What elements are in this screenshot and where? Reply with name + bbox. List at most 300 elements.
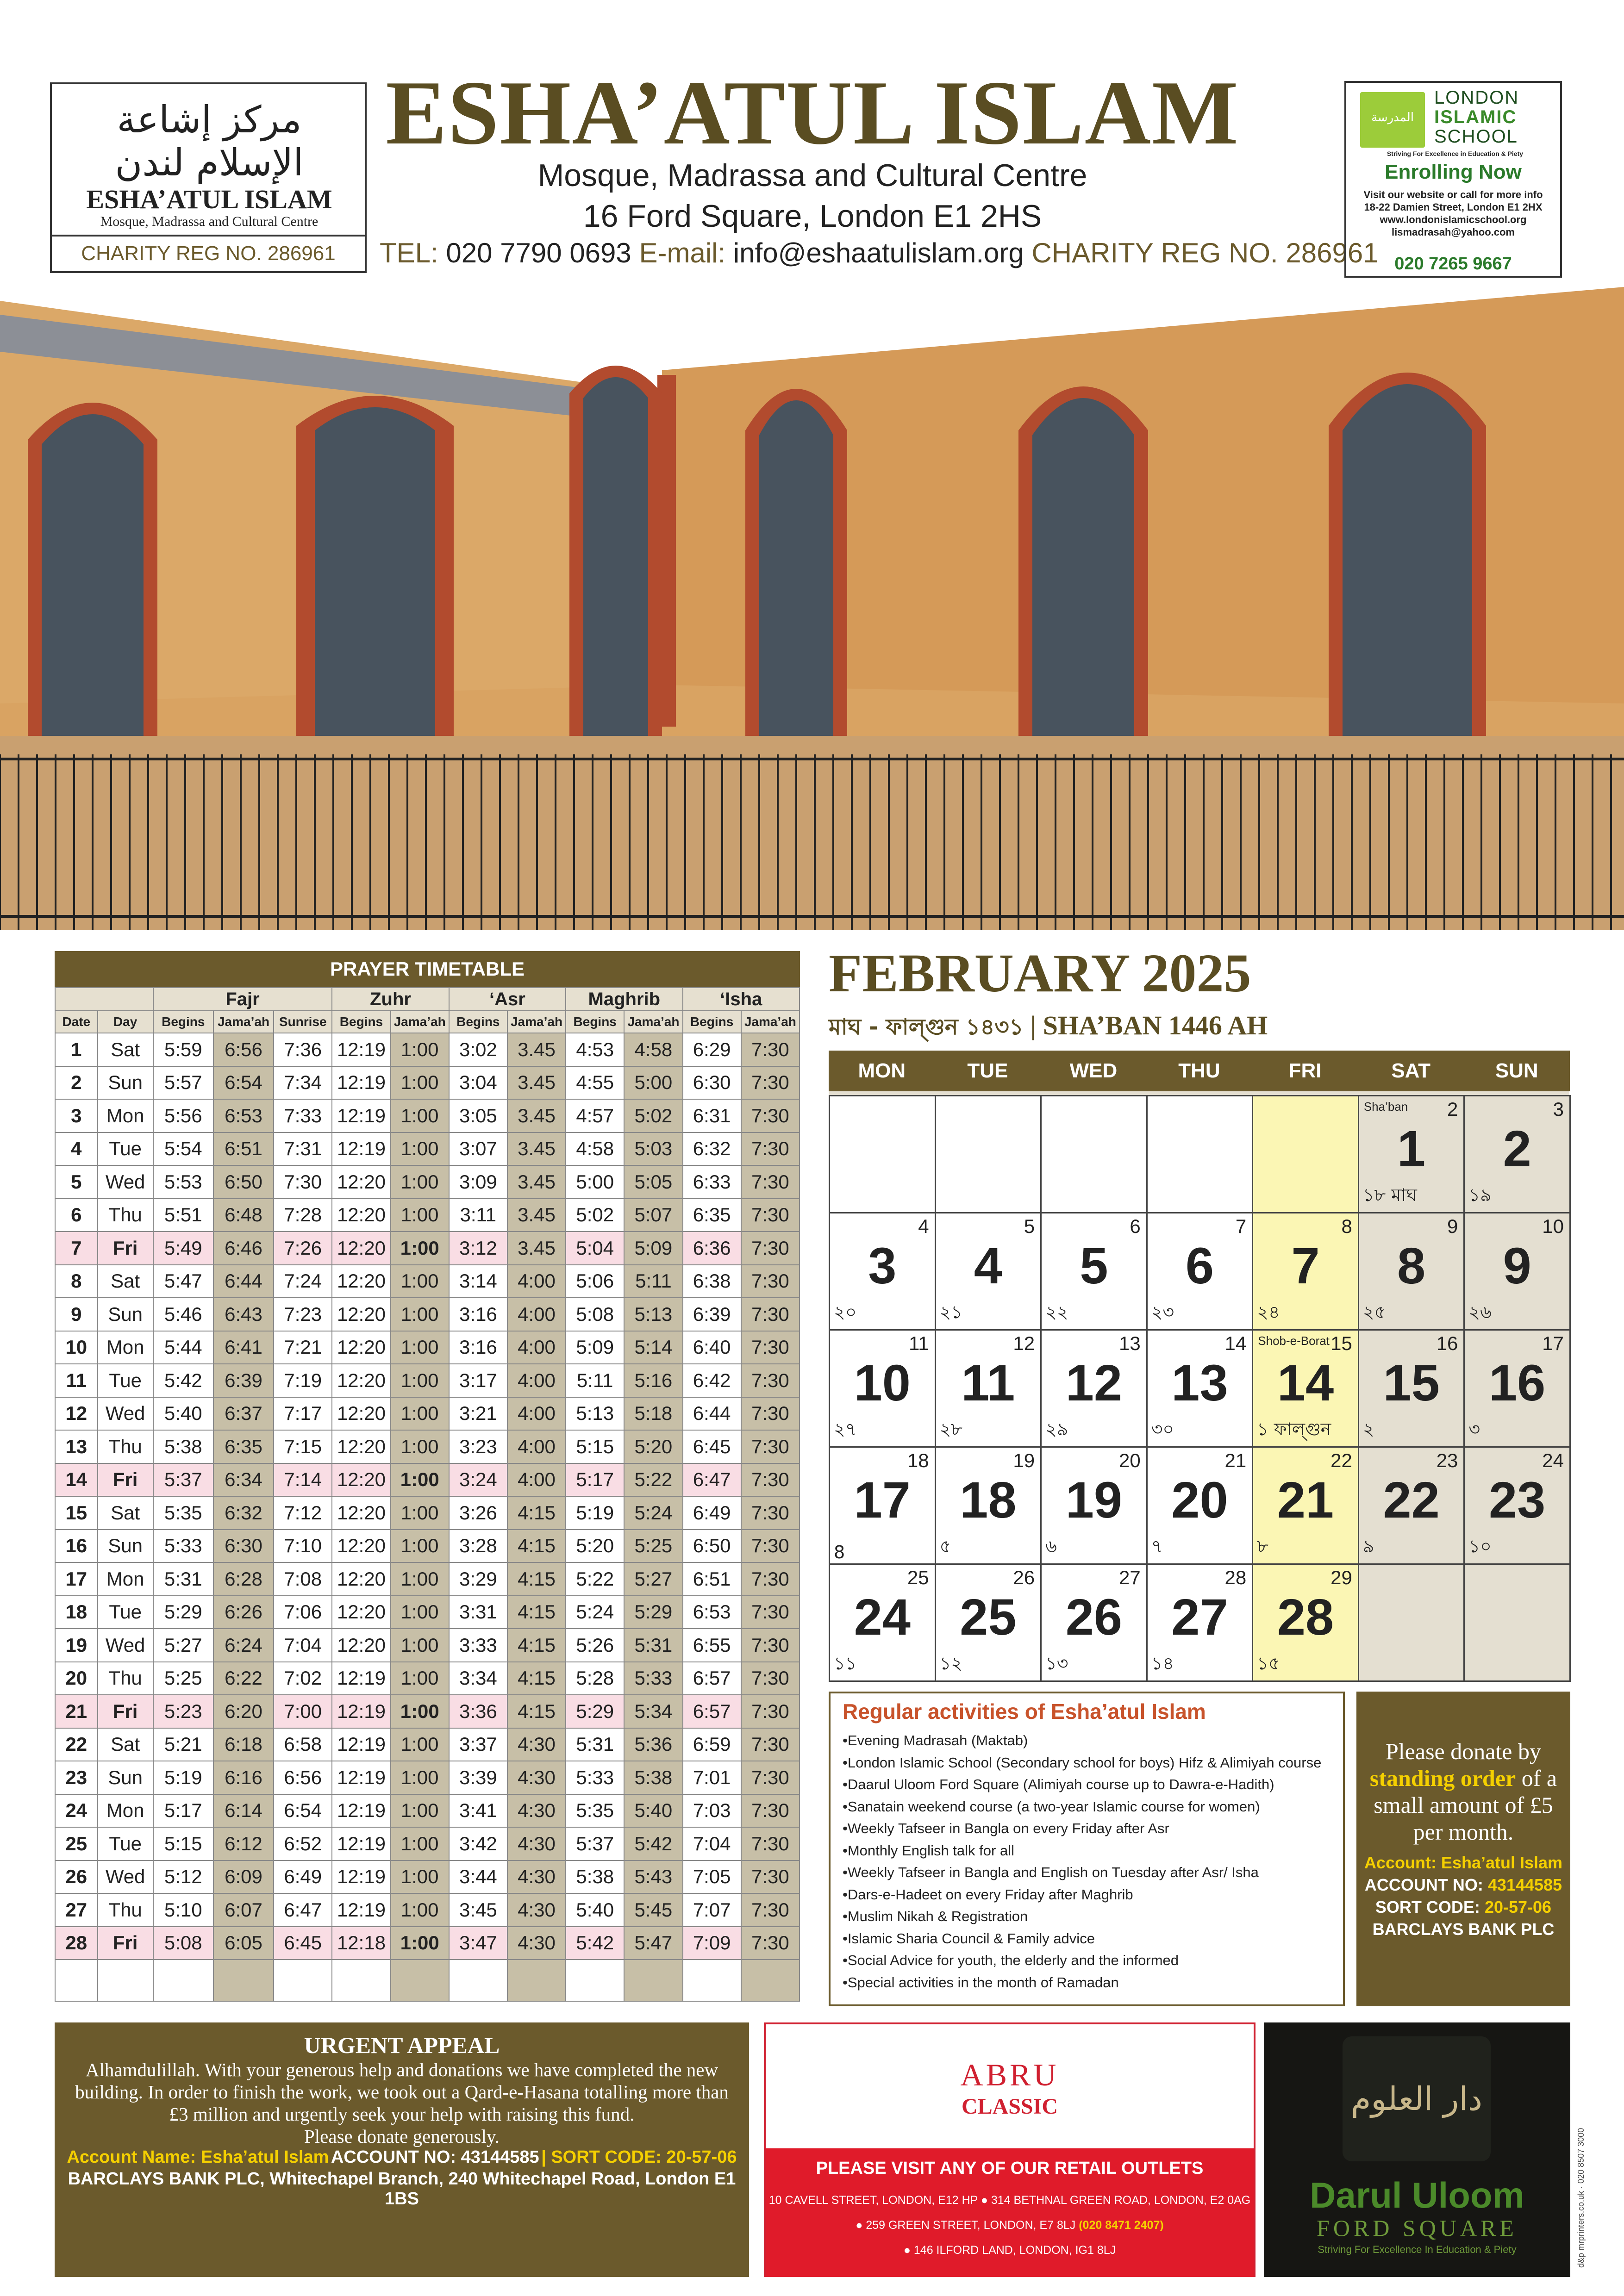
weekday-header: THU	[1146, 1051, 1253, 1091]
calendar-bengali-date: ৫	[939, 1536, 951, 1556]
calendar-bengali-date: ২৮	[939, 1419, 962, 1439]
table-cell: 18	[55, 1596, 98, 1629]
calendar-day-number: 20	[1171, 1472, 1228, 1529]
calendar-bengali-date: ১২	[939, 1653, 962, 1674]
table-cell: 12:20	[332, 1232, 390, 1265]
group-asr: ‘Asr	[449, 988, 566, 1011]
table-cell: Mon	[98, 1099, 153, 1132]
table-cell: 7:28	[274, 1199, 332, 1232]
table-cell: 5:33	[624, 1662, 682, 1695]
table-cell: 3:36	[449, 1695, 507, 1728]
table-row	[55, 1298, 800, 1331]
table-cell: 6:53	[683, 1596, 741, 1629]
activities-list	[843, 1730, 1331, 1993]
table-cell: 3:24	[449, 1463, 507, 1497]
table-cell: 7:30	[741, 1298, 800, 1331]
activity-item: • Weekly Tafseer in Bangla on every Friday after Asr	[843, 1817, 1331, 1840]
donate-account-name: Account: Esha’atul Islam	[1364, 1853, 1563, 1872]
table-cell: 1:00	[391, 1265, 449, 1298]
table-cell: 6:47	[683, 1463, 741, 1497]
calendar-day-number: 17	[854, 1472, 911, 1529]
table-row	[55, 1927, 800, 1960]
table-cell: 7:31	[274, 1132, 332, 1166]
table-cell: 3:26	[449, 1496, 507, 1530]
table-cell: 17	[55, 1562, 98, 1596]
table-cell: 3:17	[449, 1364, 507, 1397]
calendar-grid	[829, 1051, 1569, 1682]
table-cell: 12:20	[332, 1562, 390, 1596]
table-cell: 6:32	[213, 1496, 274, 1530]
table-row	[55, 1165, 800, 1199]
table-cell: Thu	[98, 1430, 153, 1463]
table-cell: 5:25	[153, 1662, 213, 1695]
table-cell: 3:39	[449, 1761, 507, 1794]
table-cell: Mon	[98, 1562, 153, 1596]
table-cell: 6:45	[683, 1430, 741, 1463]
table-cell: Sun	[98, 1761, 153, 1794]
contact-line	[380, 237, 1379, 269]
table-cell: 7:17	[274, 1397, 332, 1431]
calendar-day-number: 23	[1489, 1472, 1546, 1529]
table-cell: 6:41	[213, 1331, 274, 1364]
table-cell: 5:40	[153, 1397, 213, 1431]
table-cell: 6:29	[683, 1033, 741, 1066]
column-header: Begins	[449, 1011, 507, 1033]
calendar-day-cell[interactable]	[935, 1446, 1042, 1565]
table-cell: 7:33	[274, 1099, 332, 1132]
calendar-day-cell[interactable]	[1358, 1446, 1465, 1565]
table-cell: 12:19	[332, 1728, 390, 1761]
table-cell: 1:00	[391, 1165, 449, 1199]
table-cell: 1:00	[391, 1232, 449, 1265]
table-cell: 6:20	[213, 1695, 274, 1728]
table-cell: 7:00	[274, 1695, 332, 1728]
table-cell: 14	[55, 1463, 98, 1497]
darul-uloom-ad[interactable]	[1264, 2022, 1570, 2277]
table-cell: 7:30	[741, 1761, 800, 1794]
calendar-day-number: 11	[961, 1355, 1015, 1412]
table-cell: 5:09	[624, 1232, 682, 1265]
table-row	[55, 1496, 800, 1530]
table-row	[55, 1794, 800, 1828]
table-cell: 6:58	[274, 1728, 332, 1761]
calendar-empty-cell	[1358, 1563, 1465, 1682]
calendar-day-cell[interactable]	[1040, 1329, 1148, 1448]
table-cell: 5:43	[624, 1860, 682, 1894]
table-cell: 12:20	[332, 1397, 390, 1431]
table-row	[55, 1463, 800, 1497]
table-cell: 6:09	[213, 1860, 274, 1894]
column-header: Jama’ah	[391, 1011, 449, 1033]
school-name-line2: ISLAMIC	[1434, 107, 1517, 127]
table-row	[55, 1728, 800, 1761]
table-cell: 5:54	[153, 1132, 213, 1166]
table-cell: 6:30	[213, 1530, 274, 1563]
appeal-bank: BARCLAYS BANK PLC, Whitechapel Branch, 240 Whitechapel Road, London E1 1BS	[68, 2169, 736, 2209]
table-cell: 5:09	[566, 1331, 624, 1364]
calendar-bengali-date: ৮	[1257, 1536, 1268, 1556]
table-cell: Mon	[98, 1794, 153, 1828]
table-cell: Thu	[98, 1199, 153, 1232]
table-cell: 5:29	[566, 1695, 624, 1728]
school-phone[interactable]: 020 7265 9667	[1394, 254, 1512, 274]
calendar-bengali-date: ১৮ মাঘ	[1362, 1185, 1417, 1205]
calendar-day-cell[interactable]	[1252, 1446, 1359, 1565]
table-cell: 12:19	[332, 1066, 390, 1100]
table-cell: 5:51	[153, 1199, 213, 1232]
table-cell: 5:13	[566, 1397, 624, 1431]
table-cell: 6:32	[683, 1132, 741, 1166]
bengali-month: মাঘ - ফাল্গুন ১৪৩১	[829, 1014, 1024, 1040]
column-header: Jama’ah	[507, 1011, 566, 1033]
table-cell: 4:15	[507, 1496, 566, 1530]
table-row	[55, 1695, 800, 1728]
table-cell: Sun	[98, 1066, 153, 1100]
calendar-day-cell	[935, 1095, 1042, 1213]
table-cell: 10	[55, 1331, 98, 1364]
table-cell: 3:14	[449, 1265, 507, 1298]
table-cell: 4	[55, 1132, 98, 1166]
table-cell: 6:05	[213, 1927, 274, 1960]
table-cell: 7:30	[741, 1265, 800, 1298]
activity-item: • Social Advice for youth, the elderly and the informed	[843, 1949, 1331, 1972]
table-cell: Fri	[98, 1695, 153, 1728]
table-cell: 16	[55, 1530, 98, 1563]
table-cell: 6:24	[213, 1629, 274, 1662]
table-cell: 7:30	[741, 1066, 800, 1100]
abru-outlets: PLEASE VISIT ANY OF OUR RETAIL OUTLETS 10 CAVELL STREET, LONDON, E12 HP ● 314 BETHNAL GREEN ROAD, LONDON, E2 0AG ● 259 GREEN STREET, LONDON, E7 8LJ (020 8471 2407) ● 146 ILFORD LAND, LONDON, IG1 8LJ	[766, 2148, 1254, 2277]
table-cell: 6:26	[213, 1596, 274, 1629]
table-cell: 12:19	[332, 1860, 390, 1894]
calendar-day-cell[interactable]	[1463, 1212, 1571, 1331]
table-cell: 7:30	[741, 1662, 800, 1695]
table-cell: 7:30	[741, 1827, 800, 1860]
calendar-hijri-date: 21	[1224, 1450, 1247, 1471]
calendar-day-cell[interactable]	[1146, 1329, 1254, 1448]
table-cell: 5:31	[624, 1629, 682, 1662]
table-cell: 12:20	[332, 1430, 390, 1463]
calendar-day-number: 24	[854, 1589, 911, 1646]
calendar-bengali-date: ১০	[1468, 1536, 1492, 1556]
appeal-title: URGENT APPEAL	[304, 2032, 500, 2058]
table-cell: 6:36	[683, 1232, 741, 1265]
table-cell: 5:18	[624, 1397, 682, 1431]
table-cell: 7:12	[274, 1496, 332, 1530]
table-cell: 12:20	[332, 1199, 390, 1232]
calendar-hijri-date: 22	[1330, 1450, 1352, 1471]
table-cell: 3:02	[449, 1033, 507, 1066]
table-cell: 7:21	[274, 1331, 332, 1364]
table-row	[55, 1827, 800, 1860]
table-row	[55, 1629, 800, 1662]
table-cell: 7:30	[741, 1629, 800, 1662]
table-cell: 3:16	[449, 1298, 507, 1331]
table-cell: 4:30	[507, 1728, 566, 1761]
table-cell: 1:00	[391, 1662, 449, 1695]
table-cell: 4:30	[507, 1927, 566, 1960]
table-cell: 6:12	[213, 1827, 274, 1860]
table-cell: 5:42	[624, 1827, 682, 1860]
calendar-day-number: 3	[868, 1238, 897, 1294]
table-cell: 6:30	[683, 1066, 741, 1100]
table-cell: 7	[55, 1232, 98, 1265]
enrolling-now: Enrolling Now	[1385, 161, 1522, 183]
table-cell: 1:00	[391, 1132, 449, 1166]
calendar-day-cell[interactable]	[1252, 1212, 1359, 1331]
weekday-header: FRI	[1252, 1051, 1358, 1091]
calendar-hijri-date: 8	[1341, 1215, 1352, 1237]
table-cell: 5:40	[624, 1794, 682, 1828]
calendar-day-cell[interactable]	[829, 1329, 936, 1448]
table-cell: 7:03	[683, 1794, 741, 1828]
calendar-day-cell[interactable]	[1358, 1095, 1465, 1213]
table-row	[55, 1662, 800, 1695]
table-cell: 5:44	[153, 1331, 213, 1364]
table-cell: 27	[55, 1893, 98, 1927]
table-cell: 5:11	[624, 1265, 682, 1298]
table-cell: 5:04	[566, 1232, 624, 1265]
calendar-bengali-date: ২৩	[1151, 1302, 1174, 1322]
calendar-hijri-date: 15	[1330, 1332, 1352, 1354]
table-cell: 1:00	[391, 1331, 449, 1364]
donate-bank: BARCLAYS BANK PLC	[1372, 1920, 1555, 1939]
group-isha: ‘Isha	[683, 988, 800, 1011]
weekday-header: SUN	[1463, 1051, 1570, 1091]
calendar-day-cell[interactable]	[829, 1446, 936, 1565]
abru-classic: CLASSIC	[961, 2094, 1058, 2119]
table-cell: 5:14	[624, 1331, 682, 1364]
table-cell: 7:23	[274, 1298, 332, 1331]
calendar-hijri-date: 24	[1542, 1450, 1564, 1471]
table-row	[55, 1331, 800, 1364]
donate-account-no: ACCOUNT NO: 43144585	[1364, 1875, 1562, 1894]
table-cell: 4:00	[507, 1364, 566, 1397]
calendar-hijri-date: 5	[1024, 1215, 1035, 1237]
table-cell: 3.45	[507, 1132, 566, 1166]
appeal-body: Alhamdulillah. With your generous help and donations we have completed the new building. In order to finish the work, we took out a Qard-e-Hasana totalling more than £3 million and urgently seek your help with raising this fund.	[75, 2059, 729, 2125]
table-cell: 5:31	[566, 1728, 624, 1761]
table-cell: 6:47	[274, 1893, 332, 1927]
abru-classic-ad[interactable]	[764, 2022, 1255, 2277]
table-cell: 7:30	[741, 1463, 800, 1497]
table-cell: 12	[55, 1397, 98, 1431]
table-cell: 6:37	[213, 1397, 274, 1431]
calendar-day-cell	[1252, 1095, 1359, 1213]
calendar-day-number: 10	[854, 1355, 911, 1412]
calendar-hijri-date: 25	[907, 1567, 929, 1588]
column-header: Sunrise	[274, 1011, 332, 1033]
calendar-hijri-date: 7	[1235, 1215, 1247, 1237]
table-cell: 6:50	[213, 1165, 274, 1199]
email-link[interactable]: info@eshaatulislam.org	[733, 237, 1024, 268]
calendar-day-number: 6	[1185, 1238, 1214, 1294]
logo-arabic-calligraphy: مرکز إشاعة الإسلام لندن	[115, 98, 304, 184]
table-cell: 6:48	[213, 1199, 274, 1232]
table-cell: 5:46	[153, 1298, 213, 1331]
table-row	[55, 1099, 800, 1132]
mosque-logo	[50, 82, 367, 273]
calendar-bengali-date: 8	[834, 1542, 845, 1562]
calendar-hijri-date: 11	[908, 1332, 929, 1354]
calendar-day-number: 28	[1277, 1589, 1334, 1646]
calendar-bengali-date: ১৪	[1151, 1653, 1174, 1674]
table-cell: 5:47	[153, 1265, 213, 1298]
table-cell: 12:20	[332, 1530, 390, 1563]
table-row-empty	[55, 1960, 800, 2001]
calendar-bengali-date: ২	[1362, 1419, 1374, 1439]
table-cell: 5:00	[566, 1165, 624, 1199]
school-ad[interactable]	[1344, 81, 1562, 278]
table-cell: 7:30	[741, 1530, 800, 1563]
calendar-day-cell[interactable]	[1146, 1446, 1254, 1565]
calendar-day-number: 9	[1503, 1238, 1531, 1294]
table-cell: 5:28	[566, 1662, 624, 1695]
table-cell: 5:24	[566, 1596, 624, 1629]
table-cell: 3:12	[449, 1232, 507, 1265]
column-header: Begins	[683, 1011, 741, 1033]
table-cell: 7:04	[683, 1827, 741, 1860]
table-cell: 12:19	[332, 1893, 390, 1927]
table-cell: 7:14	[274, 1463, 332, 1497]
calendar-day-cell[interactable]	[935, 1329, 1042, 1448]
table-cell: 3:47	[449, 1927, 507, 1960]
table-cell: 5:17	[566, 1463, 624, 1497]
calendar-hijri-date: 18	[907, 1450, 929, 1471]
calendar-day-number: 21	[1277, 1472, 1334, 1529]
table-cell: 3.45	[507, 1199, 566, 1232]
calendar-day-cell[interactable]	[1252, 1329, 1359, 1448]
table-cell: 7:02	[274, 1662, 332, 1695]
table-cell: 6:42	[683, 1364, 741, 1397]
activities-box	[829, 1692, 1345, 2006]
tel-number[interactable]: 020 7790 0693	[446, 237, 631, 268]
table-row	[55, 1397, 800, 1431]
calendar-bengali-date: ১৩	[1045, 1653, 1068, 1674]
table-cell: 12:20	[332, 1463, 390, 1497]
calendar-day-cell[interactable]	[935, 1212, 1042, 1331]
calendar-day-cell[interactable]	[1463, 1446, 1571, 1565]
calendar-day-cell[interactable]	[1358, 1329, 1465, 1448]
table-cell: 7:15	[274, 1430, 332, 1463]
table-cell: Thu	[98, 1893, 153, 1927]
table-cell: 28	[55, 1927, 98, 1960]
calendar-hijri-date: 14	[1224, 1332, 1247, 1354]
calendar-day-cell[interactable]	[829, 1563, 936, 1682]
calendar-day-number: 22	[1383, 1472, 1440, 1529]
page-subtitle: Mosque, Madrassa and Cultural Centre	[537, 158, 1087, 193]
calendar-day-number: 16	[1489, 1355, 1546, 1412]
table-cell: 5:24	[624, 1496, 682, 1530]
calendar-day-cell[interactable]	[1463, 1329, 1571, 1448]
table-cell: 5:49	[153, 1232, 213, 1265]
table-cell: 7:34	[274, 1066, 332, 1100]
table-cell: 5:47	[624, 1927, 682, 1960]
table-cell: 7:30	[741, 1232, 800, 1265]
calendar-day-cell[interactable]	[935, 1563, 1042, 1682]
table-cell: 5:16	[624, 1364, 682, 1397]
table-cell: 1:00	[391, 1530, 449, 1563]
calendar-subheading	[829, 1010, 1569, 1047]
table-cell: 9	[55, 1298, 98, 1331]
table-cell: 3	[55, 1099, 98, 1132]
calendar-hijri-date: 17	[1542, 1332, 1564, 1354]
calendar-day-cell[interactable]	[829, 1212, 936, 1331]
table-cell: 5:45	[624, 1893, 682, 1927]
calendar-day-cell[interactable]	[1252, 1563, 1359, 1682]
table-cell: 4:58	[624, 1033, 682, 1066]
table-cell: 7:30	[741, 1794, 800, 1828]
calendar-empty-cell	[1463, 1563, 1571, 1682]
column-header: Date	[55, 1011, 98, 1033]
table-cell: 5:19	[566, 1496, 624, 1530]
table-cell: 7:30	[741, 1927, 800, 1960]
table-row	[55, 1562, 800, 1596]
table-cell: 3:21	[449, 1397, 507, 1431]
school-name-line1: LONDON	[1434, 87, 1519, 108]
table-cell: 4:15	[507, 1530, 566, 1563]
table-cell: 5:38	[566, 1860, 624, 1894]
table-cell: 6:56	[213, 1033, 274, 1066]
calendar-hijri-date: 20	[1118, 1450, 1141, 1471]
table-cell: 5:38	[624, 1761, 682, 1794]
table-cell: 5:56	[153, 1099, 213, 1132]
calendar-day-cell	[1146, 1095, 1254, 1213]
table-cell: 3:23	[449, 1430, 507, 1463]
logo-subtitle: Mosque, Madrassa and Cultural Centre	[100, 214, 319, 229]
calendar-day-cell[interactable]	[1146, 1563, 1254, 1682]
table-cell: 6:38	[683, 1265, 741, 1298]
table-cell: 4:00	[507, 1430, 566, 1463]
calendar-bengali-date: ৬	[1045, 1536, 1057, 1556]
calendar-day-cell[interactable]	[1463, 1095, 1571, 1213]
table-cell: 3:44	[449, 1860, 507, 1894]
column-header: Begins	[153, 1011, 213, 1033]
table-cell: 1:00	[391, 1761, 449, 1794]
table-cell: 12:19	[332, 1662, 390, 1695]
school-tagline: Striving For Excellence in Education & Piety	[1387, 150, 1524, 157]
table-cell: 7:30	[741, 1331, 800, 1364]
table-row	[55, 1430, 800, 1463]
calendar-day-cell[interactable]	[1040, 1212, 1148, 1331]
table-cell: 1:00	[391, 1033, 449, 1066]
calendar-hijri-date: 19	[1013, 1450, 1035, 1471]
calendar-day-number: 25	[960, 1589, 1017, 1646]
table-cell: 6:46	[213, 1232, 274, 1265]
table-cell: 25	[55, 1827, 98, 1860]
calendar-day-cell[interactable]	[1040, 1563, 1148, 1682]
calendar-day-cell[interactable]	[1358, 1212, 1465, 1331]
table-cell: 5:08	[153, 1927, 213, 1960]
page-title: ESHA’ATUL ISLAM	[386, 62, 1239, 163]
table-cell: 5:29	[624, 1596, 682, 1629]
table-cell: 4:30	[507, 1893, 566, 1927]
table-cell: 6:43	[213, 1298, 274, 1331]
calendar-day-cell[interactable]	[1040, 1446, 1148, 1565]
standing-order: standing order	[1369, 1765, 1516, 1791]
table-cell: 5:11	[566, 1364, 624, 1397]
calendar-bengali-date: ২৪	[1257, 1302, 1280, 1322]
table-cell: 6	[55, 1199, 98, 1232]
address: 16 Ford Square, London E1 2HS	[583, 199, 1042, 234]
mosque-building-photo	[0, 287, 1624, 930]
calendar-day-cell[interactable]	[1146, 1212, 1254, 1331]
table-row	[55, 1893, 800, 1927]
table-cell: 5	[55, 1165, 98, 1199]
calendar-hijri-date: 3	[1553, 1098, 1564, 1120]
table-cell: 1:00	[391, 1629, 449, 1662]
calendar-day-number: 14	[1277, 1355, 1334, 1412]
table-cell: 7:01	[683, 1761, 741, 1794]
